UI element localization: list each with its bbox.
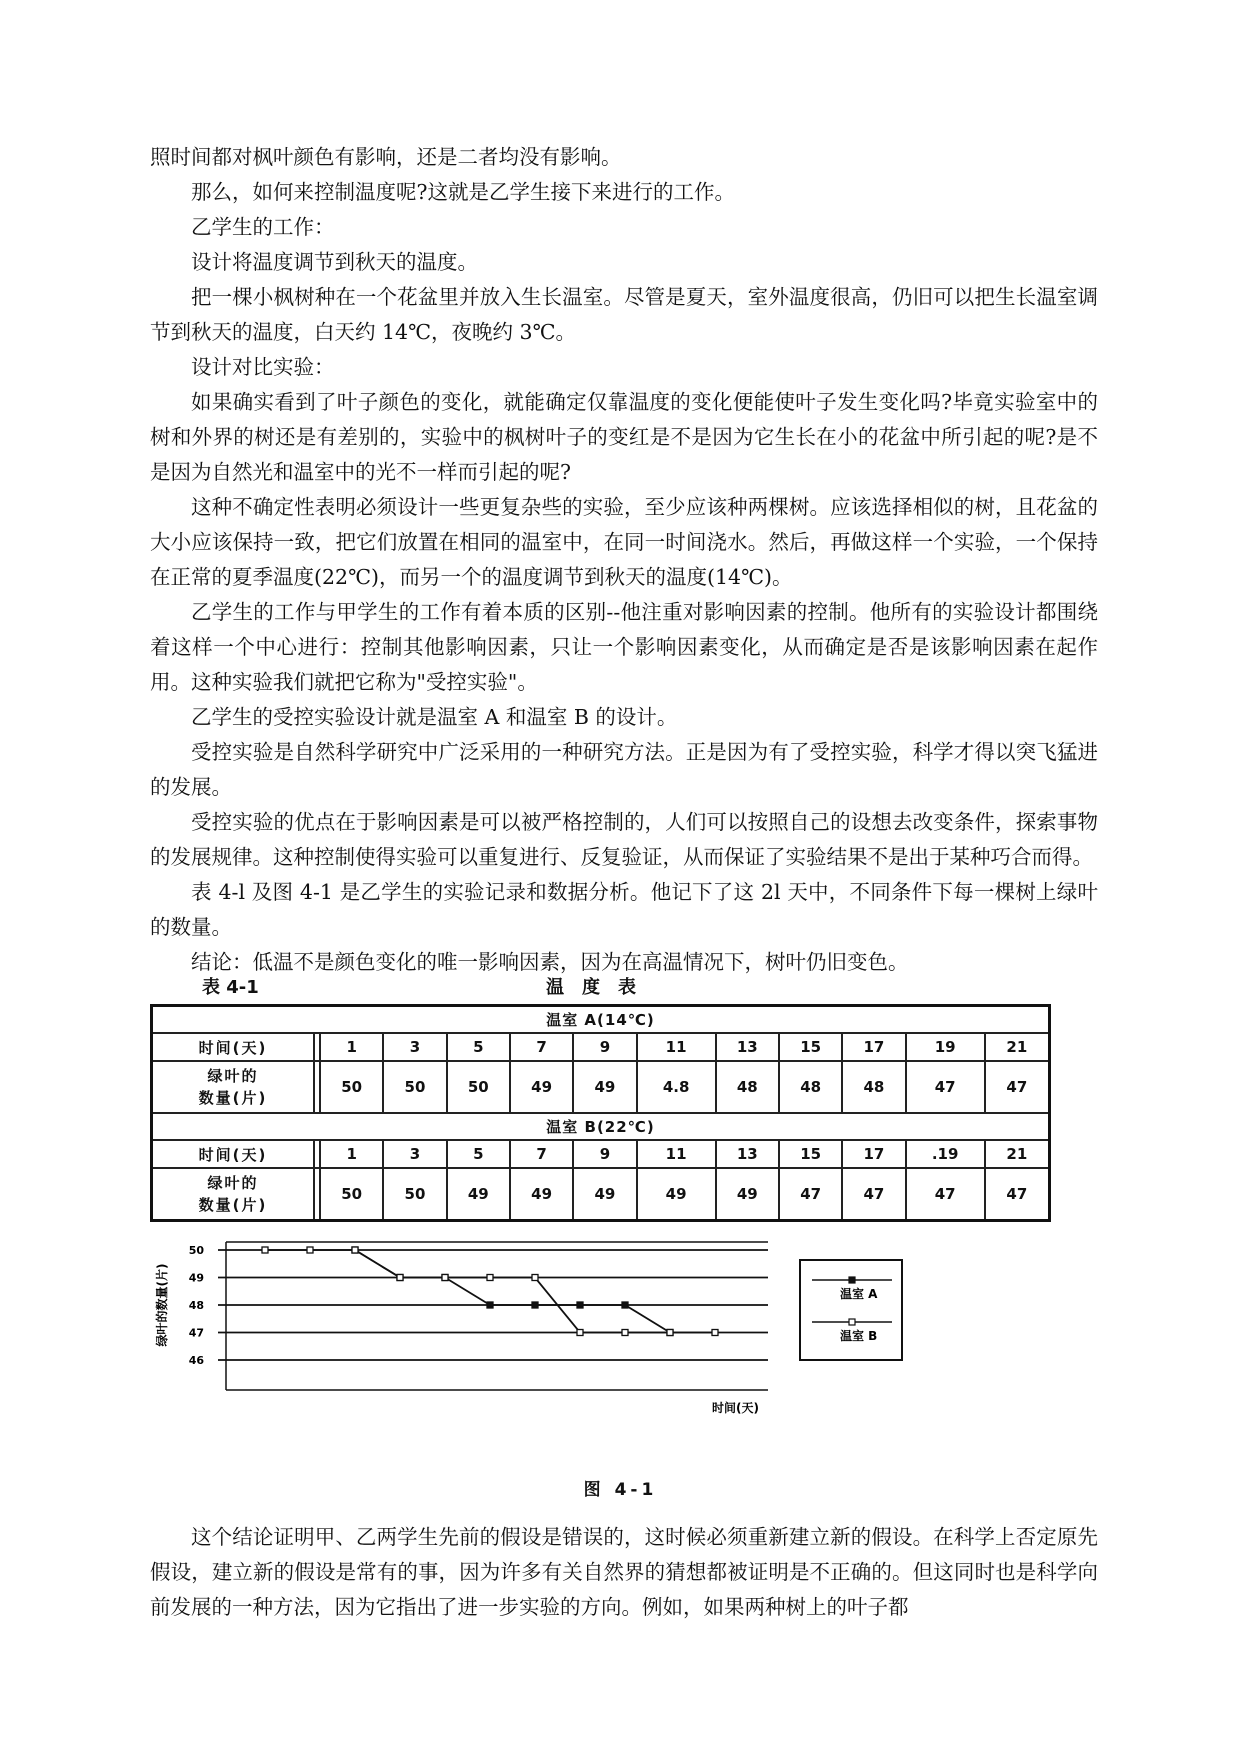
legend-label: 温室 B: [840, 1329, 878, 1343]
table-cell: 50: [320, 1061, 383, 1113]
row-header-line: 数量(片): [198, 1089, 268, 1107]
paragraph: 乙学生的工作：: [191, 215, 335, 239]
series-line: [355, 1250, 670, 1333]
table-cell: 47: [906, 1061, 985, 1113]
table-cell: 49: [637, 1168, 716, 1221]
table-cell: 5: [447, 1033, 510, 1061]
table-cell: 17: [842, 1033, 905, 1061]
paragraph: 乙学生的受控实验设计就是温室 A 和温室 B 的设计。: [191, 705, 678, 729]
table-cell: 50: [383, 1168, 446, 1221]
data-point: [487, 1302, 493, 1308]
data-point: [532, 1302, 538, 1308]
table-cell: 48: [779, 1061, 842, 1113]
y-tick-label: 47: [188, 1326, 204, 1340]
table-cell: 9: [573, 1140, 636, 1168]
legend-marker: [849, 1319, 855, 1325]
y-tick-label: 48: [188, 1299, 204, 1312]
figure-caption: 图 4-1: [583, 1480, 658, 1500]
data-point: [352, 1247, 358, 1253]
temperature-table: [150, 1004, 1051, 1222]
table-caption-row: [150, 973, 1050, 999]
paragraph: 受控实验是自然科学研究中广泛采用的一种研究方法。正是因为有了受控实验，科学才得以突飞猛进的发展。: [150, 740, 1098, 799]
table-cell: 11: [637, 1140, 716, 1168]
table-row: [152, 1168, 1050, 1221]
table-cell: 47: [842, 1168, 905, 1221]
row-header-line: 绿叶的: [207, 1067, 259, 1085]
y-tick-label: 49: [188, 1271, 204, 1285]
table-row: [152, 1033, 1050, 1061]
table-cell: 13: [716, 1033, 779, 1061]
table-cell: 15: [779, 1033, 842, 1061]
table-cell: .19: [906, 1140, 985, 1168]
paragraph: 如果确实看到了叶子颜色的变化，就能确定仅靠温度的变化便能使叶子发生变化吗?毕竟实验室中的树和外界的树还是有差别的，实验中的枫树叶子的变红是不是因为它生长在小的花盆中所引起的呢?是不是因为自然光和温室中的光不一样而引起的呢?: [150, 390, 1098, 484]
data-point: [532, 1275, 538, 1281]
row-header: [152, 1168, 315, 1221]
data-point: [622, 1330, 628, 1336]
table-section-title: 温室 A(14℃): [152, 1006, 1050, 1034]
paragraph: 这种不确定性表明必须设计一些更复杂些的实验，至少应该种两棵树。应该选择相似的树，且花盆的大小应该保持一致，把它们放置在相同的温室中，在同一时间浇水。然后，再做这样一个实验，一个保持在正常的夏季温度(22℃)，而另一个的温度调节到秋天的温度(14℃)。: [150, 495, 1098, 589]
legend-box: [800, 1260, 902, 1360]
data-point: [712, 1330, 718, 1336]
row-header-line: 数量(片): [198, 1196, 268, 1214]
leaf-count-chart: [150, 1240, 910, 1470]
row-header: [152, 1061, 315, 1113]
legend-label: 温室 A: [840, 1287, 878, 1301]
row-header: 时间(天): [152, 1140, 315, 1168]
paragraph: 那么，如何来控制温度呢?这就是乙学生接下来进行的工作。: [191, 180, 735, 204]
table-cell: 49: [510, 1168, 573, 1221]
table-row: [152, 1140, 1050, 1168]
table-cell: 4.8: [637, 1061, 716, 1113]
table-cell: 50: [383, 1061, 446, 1113]
table-row: [152, 1061, 1050, 1113]
paragraph: 结论：低温不是颜色变化的唯一影响因素，因为在高温情况下，树叶仍旧变色。: [191, 950, 909, 974]
y-tick-label: 50: [188, 1244, 204, 1257]
table-cell: 47: [985, 1168, 1050, 1221]
table-cell: 48: [716, 1061, 779, 1113]
row-header: 时间(天): [152, 1033, 315, 1061]
table-cell: 1: [320, 1033, 383, 1061]
table-cell: 5: [447, 1140, 510, 1168]
table-cell: 50: [320, 1168, 383, 1221]
y-tick-label: 46: [188, 1354, 204, 1367]
table-cell: 19: [906, 1033, 985, 1061]
paragraph: 设计将温度调节到秋天的温度。: [191, 250, 478, 274]
table-cell: 50: [447, 1061, 510, 1113]
legend-marker: [849, 1277, 855, 1283]
table-cell: 21: [985, 1033, 1050, 1061]
table-cell: 7: [510, 1033, 573, 1061]
paragraph: 设计对比实验：: [191, 355, 335, 379]
paragraph: 表 4-l 及图 4-1 是乙学生的实验记录和数据分析。他记下了这 2l 天中，不同条件下每一棵树上绿叶的数量。: [150, 880, 1098, 939]
paragraph: 照时间都对枫叶颜色有影响，还是二者均没有影响。: [150, 145, 622, 169]
data-point: [262, 1247, 268, 1253]
table-cell: 21: [985, 1140, 1050, 1168]
series-line: [265, 1250, 715, 1333]
table-cell: 3: [383, 1140, 446, 1168]
paragraph: 受控实验的优点在于影响因素是可以被严格控制的，人们可以按照自己的设想去改变条件，探索事物的发展规律。这种控制使得实验可以重复进行、反复验证，从而保证了实验结果不是出于某种巧合而得。: [150, 810, 1098, 869]
table-cell: 48: [842, 1061, 905, 1113]
paragraph: 把一棵小枫树种在一个花盆里并放入生长温室。尽管是夏天，室外温度很高，仍旧可以把生长温室调节到秋天的温度，白天约 14℃，夜晚约 3℃。: [150, 285, 1098, 344]
table-cell: 49: [510, 1061, 573, 1113]
table-cell: 49: [447, 1168, 510, 1221]
paragraph: 这个结论证明甲、乙两学生先前的假设是错误的，这时候必须重新建立新的假设。在科学上否定原先假设，建立新的假设是常有的事，因为许多有关自然界的猜想都被证明是不正确的。但这同时也是科学向前发展的一种方法，因为它指出了进一步实验的方向。例如，如果两种树上的叶子都: [150, 1525, 1098, 1619]
table-label: 表 4-1: [202, 977, 259, 998]
table-cell: 13: [716, 1140, 779, 1168]
table-cell: 17: [842, 1140, 905, 1168]
x-axis-label: 时间(天): [712, 1401, 759, 1415]
data-point: [397, 1275, 403, 1281]
data-point: [577, 1302, 583, 1308]
data-point: [307, 1247, 313, 1253]
table-cell: 11: [637, 1033, 716, 1061]
table-title: 温度表: [546, 977, 654, 998]
data-point: [577, 1330, 583, 1336]
body-text-bottom: [150, 1520, 1098, 1625]
table-cell: 49: [573, 1168, 636, 1221]
table-cell: 15: [779, 1140, 842, 1168]
data-point: [487, 1275, 493, 1281]
table-section-title: 温室 B(22℃): [152, 1113, 1050, 1140]
table-cell: 47: [906, 1168, 985, 1221]
table-cell: 49: [573, 1061, 636, 1113]
body-text-top: [150, 140, 1098, 980]
table-cell: 3: [383, 1033, 446, 1061]
table-cell: 47: [985, 1061, 1050, 1113]
y-axis-label: 绿叶的数量(片): [155, 1263, 169, 1347]
data-point: [442, 1275, 448, 1281]
data-point: [667, 1330, 673, 1336]
table-cell: 7: [510, 1140, 573, 1168]
paragraph: 乙学生的工作与甲学生的工作有着本质的区别--他注重对影响因素的控制。他所有的实验设计都围绕着这样一个中心进行：控制其他影响因素，只让一个影响因素变化，从而确定是否是该影响因素在起作用。这种实验我们就把它称为"受控实验"。: [150, 600, 1098, 694]
row-header-line: 绿叶的: [207, 1174, 259, 1192]
table-cell: 9: [573, 1033, 636, 1061]
table-cell: 49: [716, 1168, 779, 1221]
table-cell: 1: [320, 1140, 383, 1168]
data-point: [622, 1302, 628, 1308]
table-cell: 47: [779, 1168, 842, 1221]
